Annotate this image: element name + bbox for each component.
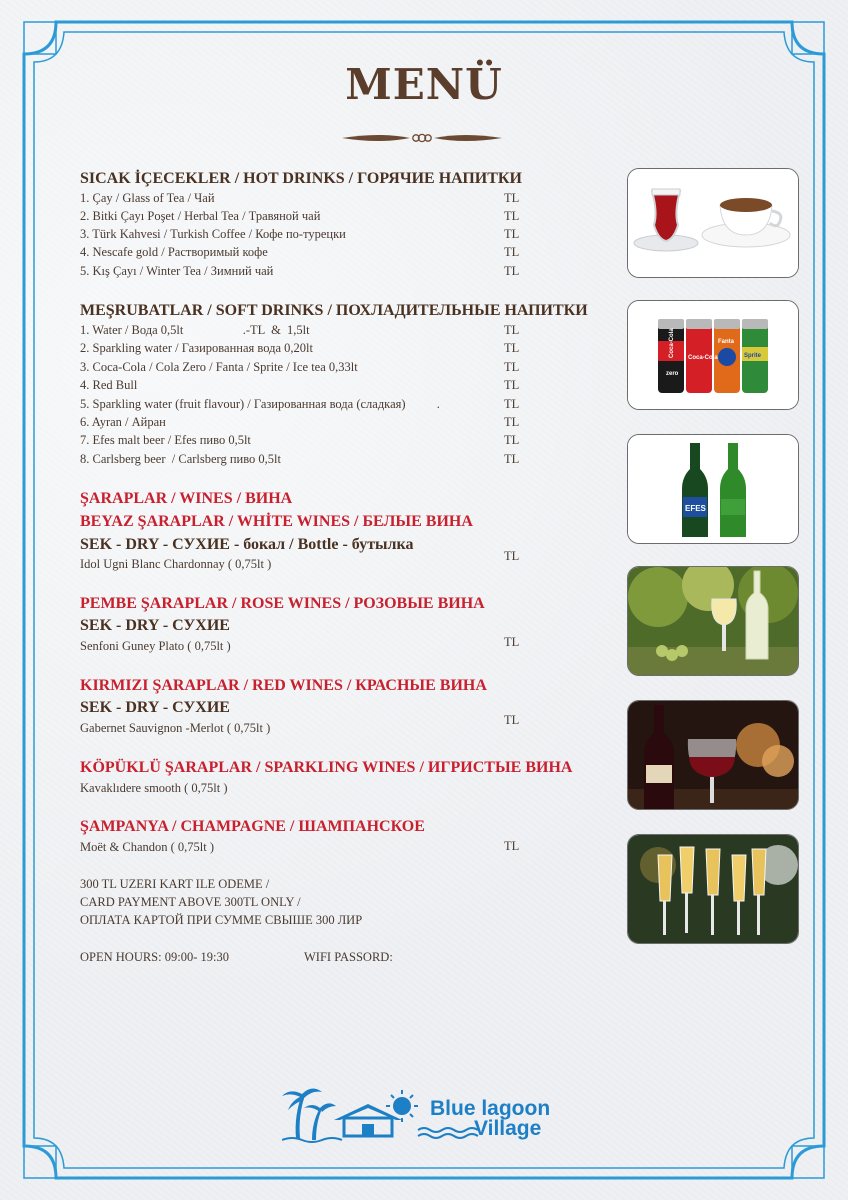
open-hours: OPEN HOURS: 09:00- 19:30 [80,950,229,964]
white-wine-price: TL [504,549,520,563]
wines-heading: ŞARAPLAR / WINES / ВИНА [80,490,293,507]
can-label: Coca-Cola [669,328,675,358]
can-label: Coca-Cola [688,355,718,361]
menu-item: 5. Sparkling water (fruit flavour) / Газированная вода (сладкая) . TL [80,397,520,411]
white-wines-subheading: SEK - DRY - СУХИЕ - бокал / Bottle - бутылка [80,536,414,553]
menu-item: 4. Nescafe gold / Растворимый кофе TL [80,245,520,259]
menu-item: 8. Carlsberg beer / Carlsberg пиво 0,5lt TL [80,452,520,466]
menu-item: 2. Sparkling water / Газированная вода 0,20lt TL [80,341,520,355]
beer-bottles-photo [627,434,799,544]
red-wine-price: TL [504,713,520,727]
payment-note-en: CARD PAYMENT ABOVE 300TL ONLY / [80,895,301,909]
tea-coffee-photo [627,168,799,278]
can-label: Sprite [744,353,762,359]
menu-title: MENÜ [345,60,503,109]
sparkling-wine-item: Kavaklıdere smooth ( 0,75lt ) [80,781,228,795]
menu-item: 3. Türk Kahvesi / Turkish Coffee / Кофе по-турецки TL [80,227,520,241]
hot-drinks-heading: SICAK İÇECEKLER / HOT DRINKS / ГОРЯЧИЕ НАПИТКИ [80,170,522,187]
can-label: Fanta [718,339,735,345]
beer-label: EFES [685,504,706,513]
red-wine-item: Gabernet Sauvignon -Merlot ( 0,75lt ) [80,721,271,735]
white-wine-photo [627,566,799,676]
white-wine-item: Idol Ugni Blanc Chardonnay ( 0,75lt ) [80,557,272,571]
soft-drinks-heading: MEŞRUBATLAR / SOFT DRINKS / ПОХЛАДИТЕЛЬНЫЕ НАПИТКИ [80,302,588,319]
logo-text-line1: Blue lagoon [430,1097,551,1120]
menu-item: 1. Water / Вода 0,5lt .-TL & 1,5lt TL [80,323,520,337]
white-wines-heading: BEYAZ ŞARAPLAR / WHİTE WINES / БЕЛЫЕ ВИНА [80,513,473,530]
champagne-heading: ŞAMPANYA / CHAMPAGNE / ШАМПАНСКОЕ [80,818,425,835]
rose-wines-heading: PEMBE ŞARAPLAR / ROSE WINES / РОЗОВЫЕ ВИНА [80,595,485,612]
rose-wine-price: TL [504,635,520,649]
logo-text-line2: Village [474,1117,542,1140]
menu-item: 7. Efes malt beer / Efes пиво 0,5lt TL [80,433,520,447]
title-divider-ornament [340,130,504,146]
champagne-glasses-photo [627,834,799,944]
payment-note-ru: ОПЛАТА КАРТОЙ ПРИ СУММЕ СВЫШЕ 300 ЛИР [80,913,363,927]
menu-item: 6. Ayran / Айран TL [80,415,520,429]
champagne-item: Moët & Chandon ( 0,75lt ) [80,840,215,854]
menu-item: 4. Red Bull TL [80,378,520,392]
menu-item: 2. Bitki Çayı Poşet / Herbal Tea / Травяной чай TL [80,209,520,223]
red-wines-heading: KIRMIZI ŞARAPLAR / RED WINES / КРАСНЫЕ ВИНА [80,677,487,694]
soft-drink-cans-photo [627,300,799,410]
menu-item: 3. Coca-Cola / Cola Zero / Fanta / Sprite / Ice tea 0,33lt TL [80,360,520,374]
sparkling-wines-heading: KÖPÜKLÜ ŞARAPLAR / SPARKLING WINES / ИГРИСТЫЕ ВИНА [80,759,573,776]
champagne-price: TL [504,839,520,853]
menu-item: 5. Kış Çayı / Winter Tea / Зимний чай TL [80,264,520,278]
rose-wines-subheading: SEK - DRY - СУХИЕ [80,617,230,634]
can-label: zero [666,371,679,377]
payment-note-tr: 300 TL UZERI KART ILE ODEME / [80,877,270,891]
wifi-password: WIFI PASSORD: [304,950,393,964]
red-wine-photo [627,700,799,810]
rose-wine-item: Senfoni Guney Plato ( 0,75lt ) [80,639,231,653]
red-wines-subheading: SEK - DRY - СУХИЕ [80,699,230,716]
menu-item: 1. Çay / Glass of Tea / Чай TL [80,191,520,205]
